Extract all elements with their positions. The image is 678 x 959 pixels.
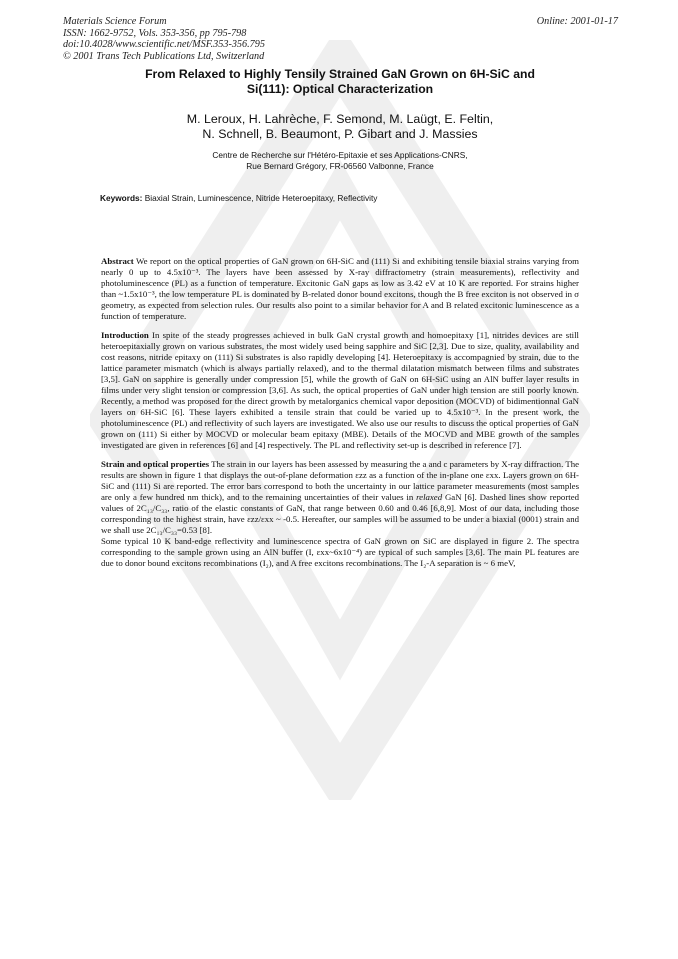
strain-paragraph [101, 459, 579, 535]
strain-text-b: GaN [6]. Dashed lines show reported values of 2C₁₃/C₃₃, ratio of the elastic constants of GaN, that range between 0.60 and 0.46 [6,8,9]. Most of our data, including those corresponding to the highest strain, have εzz/εxx ~ -0.5. Hereafter, our samples will be assumed to be under a biaxial (0001) strain and we shall use 2C₁₃/C₃₃=0.53 [8]. [101, 492, 579, 535]
strain-relaxed-italic: relaxed [416, 492, 443, 503]
strain-label: Strain and optical properties [101, 459, 210, 470]
affiliation-line-1: Centre de Recherche sur l'Hétéro-Epitaxie et ses Applications-CNRS, [212, 150, 468, 160]
online-date: Online: 2001-01-17 [536, 16, 618, 27]
authors-line-1: M. Leroux, H. Lahrèche, F. Semond, M. Laügt, E. Feltin, [186, 112, 494, 126]
keywords-text: Biaxial Strain, Luminescence, Nitride Heteroepitaxy, Reflectivity [144, 193, 378, 203]
introduction-label: Introduction [101, 330, 149, 341]
copyright-line: © 2001 Trans Tech Publications Ltd, Switzerland [63, 50, 265, 62]
journal-header [63, 16, 618, 62]
abstract-text: We report on the optical properties of GaN grown on 6H-SiC and (111) Si and exhibiting tensile biaxial strains varying from nearly 0 up to 4.5x10⁻³. The layers have been assessed by X-ray diffractometry (strain measurements), reflectivity and photoluminescence (PL) as a function of temperature. Excitonic GaN gaps as low as 3.42 eV at 10 K are reported. For strains higher than ~1.5x10⁻³, the low temperature PL is dominated by B-related donor bound excitons, though the B free exciton is not observed in σ geometry, as expected from selection rules. Our results also point to a similar behavior for A and B related excitonic luminescence as a function of temperature. [101, 256, 579, 321]
authors-line-2: N. Schnell, B. Beaumont, P. Gibart and J. Massies [202, 127, 478, 141]
introduction-text: In spite of the steady progresses achieved in bulk GaN crystal growth and homoepitaxy [1], nitrides devices are still heteroepitaxially grown on various substrates, the most widely used being sapphire and SiC [2,3]. Due to size, quality, availability and cost reasons, nitride epitaxy on (111) Si substrates is also rapidly developing [4]. Heteroepitaxy is accompagnied by strain, due to the lattice parameter mismatch (which is always partially relaxed), and to the thermal dilatation mismatch between films and substrates [3,5]. GaN on sapphire is generally under compression [5], while the growth of GaN on 6H-SiC using an AlN buffer layer results in films under very slight tension or compression [3,6]. As such, the optical properties of GaN under high tension are still poorly known. Recently, a method was proposed for the direct growth by metalorganics chemical vapor deposition (MOCVD) of bidimentionnal GaN layers on 6H-SiC [6]. These layers exhibited a tensile strain that could be varied up to 4.5x10⁻³. In the present work, the photoluminescence (PL) and reflectivity of such layers are investigated. We also use our results to discuss the optical properties of GaN grown on (111) Si either by MOCVD or molecular beam epitaxy (MBE). Details of the MOCVD and MBE growth of the samples investigated are given in references [6] and [4] respectively. The PL and reflectivity set-up is described in reference [7]. [101, 330, 579, 450]
journal-name: Materials Science Forum [63, 16, 167, 27]
author-list [75, 112, 605, 142]
doi-line: doi:10.4028/www.scientific.net/MSF.353-356.795 [63, 39, 265, 51]
paper-body [101, 256, 579, 568]
keywords-label: Keywords: [100, 193, 143, 203]
title-line-2: Si(111): Optical Characterization [246, 82, 434, 96]
issn-line: ISSN: 1662-9752, Vols. 353-356, pp 795-798 [63, 27, 247, 39]
affiliation-line-2: Rue Bernard Grégory, FR-06560 Valbonne, France [246, 161, 434, 172]
keywords [100, 193, 600, 204]
affiliation [95, 150, 585, 172]
introduction-paragraph [101, 330, 579, 450]
strain-text-c: Some typical 10 K band-edge reflectivity and luminescence spectra of GaN grown on SiC are displayed in figure 2. The spectra corresponding to the sample grown using an AlN buffer (I, εxx~6x10⁻⁴) are typical of such samples [3,6]. The main PL features are due to donor bound excitons recombinations (I₂), and A free excitons recombinations. The I₂-A separation is ~ 6 meV, [101, 535, 579, 568]
spectra-paragraph [101, 536, 579, 569]
paper-title [75, 67, 605, 97]
title-line-1: From Relaxed to Highly Tensily Strained GaN Grown on 6H-SiC and [145, 67, 535, 81]
abstract-label: Abstract [101, 256, 134, 266]
abstract-paragraph [101, 256, 579, 321]
strain-text-a: The strain in our layers has been assessed by measuring the a and c parameters by X-ray diffraction. The results are shown in figure 1 that displays the out-of-plane deformation εzz as a function of the in-plane one εxx. Layers grown on 6H-SiC and (111) Si are reported. The error bars correspond to both the uncertainty in our lattice parameter measurements (most samples are only a few hundred nm thick), and to the remaining uncertainties of their values in [101, 459, 580, 503]
